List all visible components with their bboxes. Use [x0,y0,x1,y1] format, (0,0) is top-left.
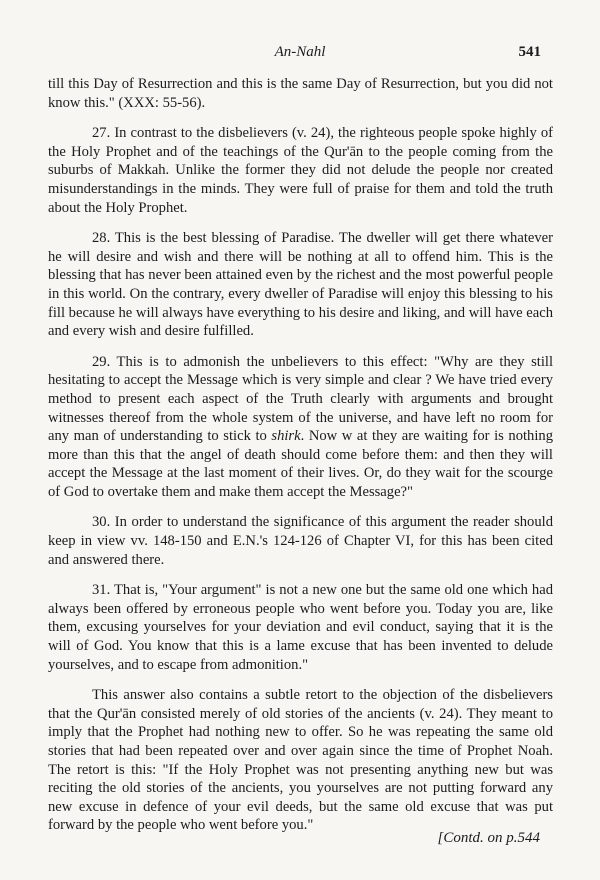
continued-reference: [Contd. on p.544 [437,830,540,846]
note-30: 30. In order to understand the significance of this argument the reader should keep in view vv. 148-150 and E.N.'s 124-126 of Chapter VI, for this has been cited and answered there. [48,514,553,568]
note-29-rest: . Now w at they are waiting for is nothing more than this that the angel of death should come before them: and then they will accept the Message at the last moment of their lives. Or, do they wait for the scourge of God to overtake them and make them accept the Message?" [48,428,553,500]
note-31: 31. That is, "Your argument" is not a new one but the same old one which had always been offered by erroneous people who went before you. Today you are, like them, excusing yourselves for your deviation and evil conduct, saying that it is the will of God. You know that this is a lame excuse that has been invented to delude yourselves, and to escape from admonition." [48,582,553,673]
paragraph-continuation: till this Day of Resurrection and this is the same Day of Resurrection, but you did not know this." (XXX: 55-56). [48,76,553,111]
body-text [48,75,553,835]
note-27: 27. In contrast to the disbelievers (v. 24), the righteous people spoke highly of the Holy Prophet and of the teachings of the Qur'ān to the people coming from the suburbs of Makkah. Unlike the former they did not delude the people nor created misunderstandings in the minds. They were full of praise for them and told the truth about the Holy Prophet. [48,125,553,216]
running-head [0,44,600,64]
note-31-continued: This answer also contains a subtle retort to the objection of the disbelievers that the Qur'ān consisted merely of old stories of the ancients (v. 24). They meant to imply that the Prophet had nothing new to offer. So he was repeating the same old stories that had been repeated over and over again since the time of Prophet Noah. The retort is this: "If the Holy Prophet was not presenting anything new but was reciting the old stories of the ancients, you yourselves are not putting forward any new excuse in defence of your evil deeds, but the same old excuse that was put forward by the people who went before you." [48,687,553,834]
note-29-italic-term: shirk [271,428,301,445]
note-29 [48,353,553,502]
note-28: 28. This is the best blessing of Paradise. The dweller will get there whatever he will desire and wish and there will be nothing at all to offend him. This is the blessing that has never been attained even by the richest and the most powerful people in this world. On the contrary, every dweller of Paradise will enjoy this blessing to his fill because he will always have everything to his desire and liking, and will have each and every wish and desire fulfilled. [48,230,553,340]
chapter-title: An-Nahl [274,44,326,60]
page-number: 541 [518,44,541,60]
note-29-text: 29. This is to admonish the unbelievers to this effect: "Why are they still hesitating to accept the Message which is very simple and clear ? We have tried every method to present each aspect of the Truth clearly with arguments and brought witnesses thereof from the whole system of the universe, and have left no room for any man of understanding to stick to [48,353,553,445]
